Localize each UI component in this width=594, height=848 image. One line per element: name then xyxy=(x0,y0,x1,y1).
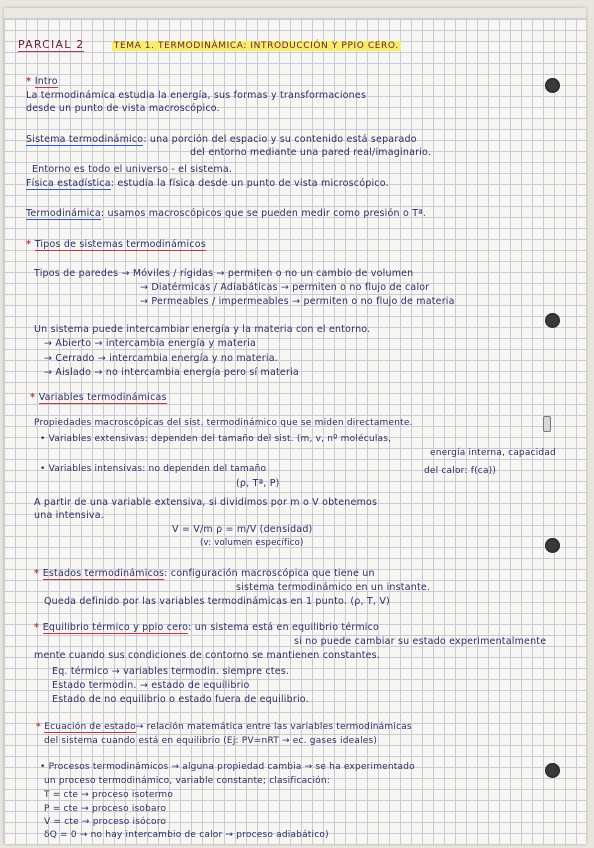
intensivas-line-2: (ρ, Tª, P) xyxy=(236,478,280,489)
equilibrio-line-5: Estado termodin. → estado de equilibrio xyxy=(52,680,250,691)
tipos-heading: * Tipos de sistemas termodinámicos xyxy=(26,239,206,250)
apartir-line-2: una intensiva. xyxy=(34,510,104,521)
apartir-line-1: A partir de una variable extensiva, si dividimos por m o V obtenemos xyxy=(34,497,378,508)
sistema-definition: Sistema termodinámico: una porción del espacio y su contenido está separado xyxy=(26,134,417,145)
extensivas-line-2: energía interna, capacidad xyxy=(430,448,556,458)
cerrado-line: → Cerrado → intercambia energía y no materia. xyxy=(44,353,278,364)
intro-line-1: La termodinámica estudia la energía, sus formas y transformaciones xyxy=(26,90,367,101)
termodinamica-line: Termodinámica: usamos macroscópicos que se pueden medir como presión o Tª. xyxy=(26,208,427,219)
procesos-line-5: V = cte → proceso isócoro xyxy=(44,817,167,827)
paredes-line-2: → Diatérmicas / Adiabáticas → permiten o no flujo de calor xyxy=(140,282,430,293)
equilibrio-line-4: Eq. térmico → variables termodin. siempre ctes. xyxy=(52,666,290,677)
intro-heading: * Intro xyxy=(26,76,58,87)
binder-hole-icon xyxy=(545,538,560,553)
fisica-line: Física estadística: estudia la física desde un punto de vista microscópico. xyxy=(26,178,389,189)
extensivas-line-1: • Variables extensivas: dependen del tamaño del sist. (m, v, nº moléculas, xyxy=(40,434,392,444)
intercambio-line: Un sistema puede intercambiar energía y la materia con el entorno. xyxy=(34,324,371,335)
propiedades-line: Propiedades macroscópicas del sist. termodinámico que se miden directamente. xyxy=(34,418,413,428)
parcial-title: PARCIAL 2 xyxy=(18,38,85,51)
equilibrio-line-1: * Equilibrio térmico y ppio cero: un sistema está en equilibrio térmico xyxy=(34,622,380,633)
sistema-definition-2: del entorno mediante una pared real/imaginario. xyxy=(190,147,432,158)
procesos-line-2: un proceso termodinámico, variable constante; clasificación: xyxy=(44,776,330,786)
notebook-page xyxy=(4,8,586,844)
staple-icon xyxy=(543,416,551,432)
paredes-line-1: Tipos de paredes → Móviles / rígidas → permiten o no un cambio de volumen xyxy=(34,268,414,279)
estados-line-2: sistema termodinámico en un instante. xyxy=(236,582,431,593)
binder-hole-icon xyxy=(545,313,560,328)
formula-note: (v: volumen específico) xyxy=(200,538,304,548)
page-top-strip xyxy=(4,8,586,19)
procesos-line-4: P = cte → proceso isobaro xyxy=(44,804,167,814)
equilibrio-line-6: Estado de no equilibrio o estado fuera de equilibrio. xyxy=(52,694,309,705)
intensivas-line-1b: del calor: f(ca)) xyxy=(424,466,497,476)
procesos-line-1: • Procesos termodinámicos → alguna propiedad cambia → se ha experimentado xyxy=(40,762,415,772)
aislado-line: → Aislado → no intercambia energía pero sí materia xyxy=(44,367,299,378)
binder-hole-icon xyxy=(545,763,560,778)
binder-hole-icon xyxy=(545,78,560,93)
equilibrio-line-2: si no puede cambiar su estado experimentalmente xyxy=(294,636,547,647)
intensivas-line-1: • Variables intensivas: no dependen del tamaño xyxy=(40,464,267,474)
estados-line-3: Queda definido por las variables termodinámicas en 1 punto. (ρ, T, V) xyxy=(44,596,390,607)
equilibrio-line-3: mente cuando sus condiciones de contorno se mantienen constantes. xyxy=(34,650,381,661)
procesos-line-3: T = cte → proceso isotermo xyxy=(44,790,174,800)
formula-line: V = V/m ρ = m/V (densidad) xyxy=(172,524,313,535)
tema-title: TEMA 1. TERMODINÁMICA: INTRODUCCIÓN Y PPIO CERO. xyxy=(113,41,399,51)
procesos-line-6: δQ = 0 → no hay intercambio de calor → proceso adiabático) xyxy=(44,830,329,840)
estados-line-1: * Estados termodinámicos: configuración macroscópica que tiene un xyxy=(34,568,375,579)
paredes-line-3: → Permeables / impermeables → permiten o no flujo de materia xyxy=(140,296,455,307)
header-line xyxy=(18,38,401,51)
entorno-line: Entorno es todo el universo - el sistema. xyxy=(32,164,233,175)
variables-heading: * Variables termodinámicas xyxy=(30,392,167,403)
ecuacion-line-1: * Ecuación de estado→ relación matemática entre las variables termodinámicas xyxy=(36,722,412,732)
intro-line-2: desde un punto de vista macroscópico. xyxy=(26,103,220,114)
ecuacion-line-2: del sistema cuando está en equilibrio (Ej: PV=nRT → ec. gases ideales) xyxy=(44,736,378,746)
abierto-line: → Abierto → intercambia energía y materia xyxy=(44,338,256,349)
